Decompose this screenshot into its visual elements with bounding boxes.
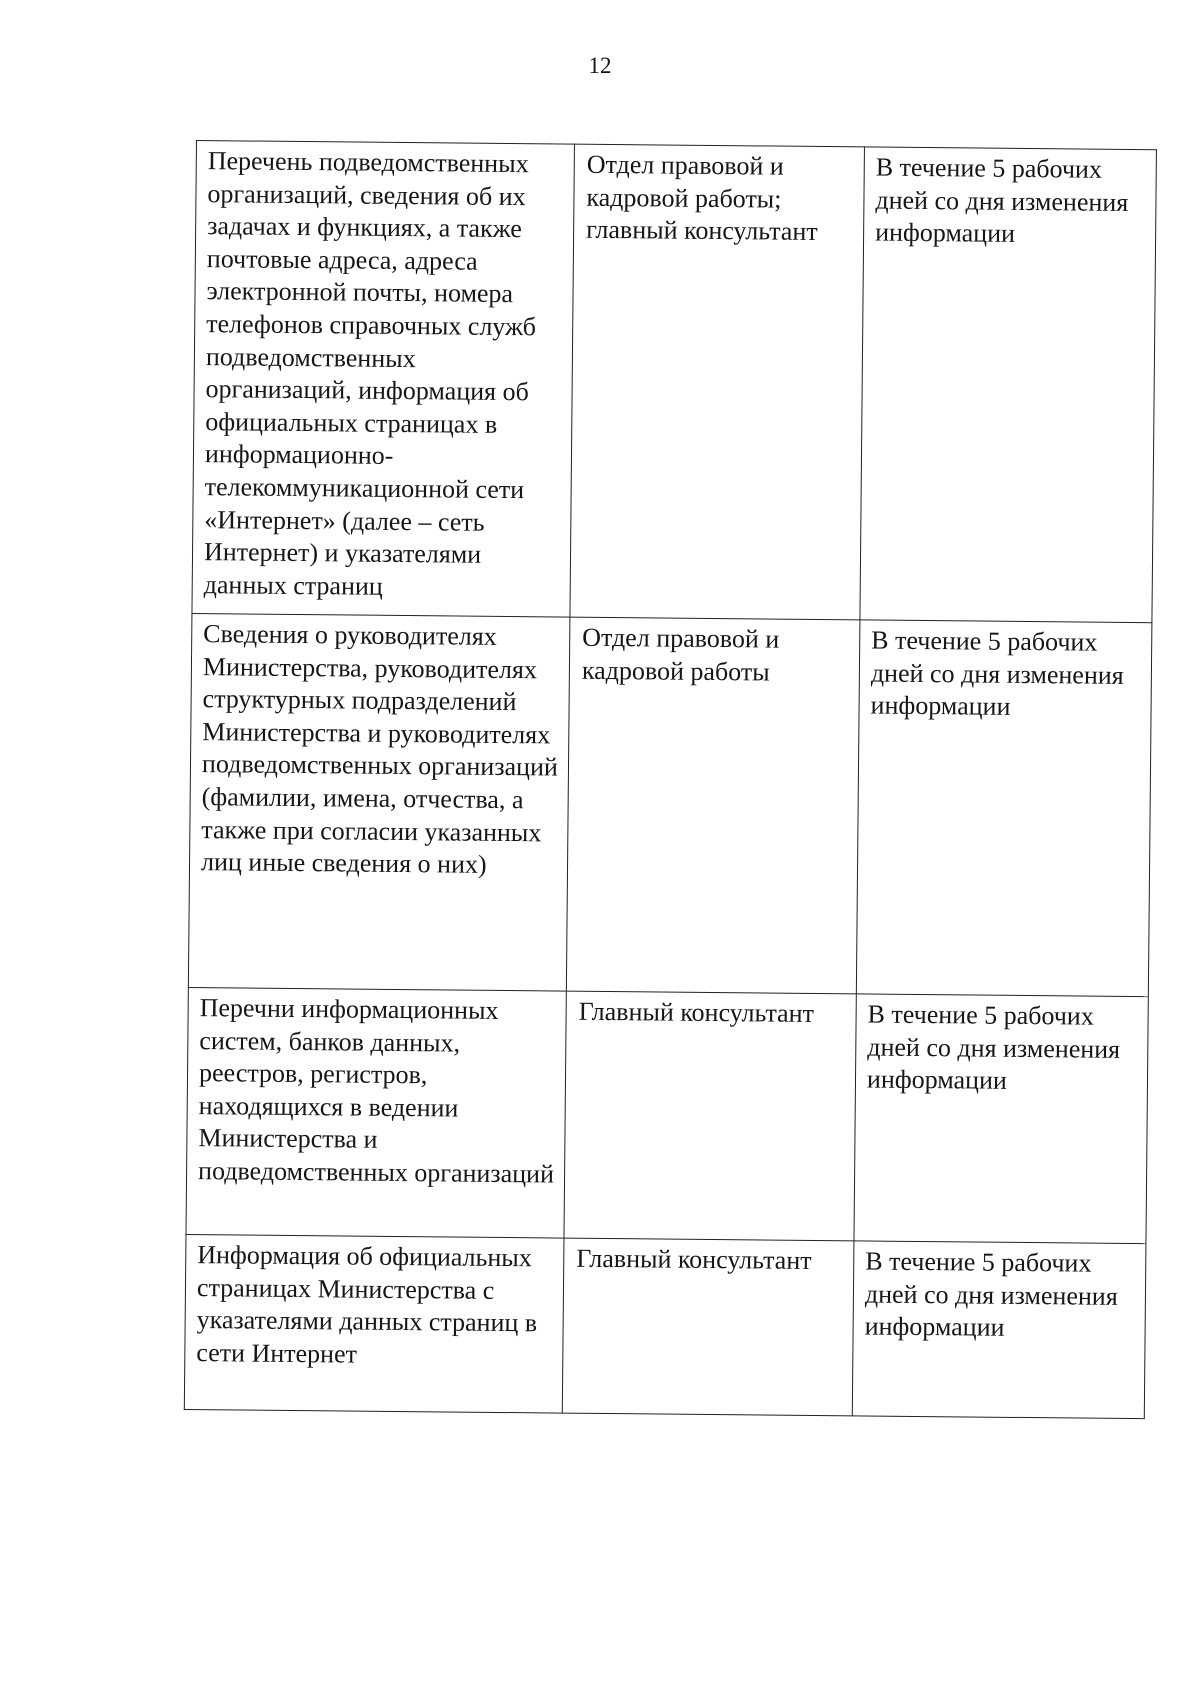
page-number: 12 bbox=[588, 53, 612, 78]
responsible-cell: Главный консультант bbox=[564, 991, 856, 1241]
table-row bbox=[184, 1234, 1146, 1418]
info-cell: Сведения о руководителях Министерства, руководителях структурных подразделений Министерства и руководителях подведомственных организаций (фамилии, имена, отчества, а также при согласии указанных лиц иные сведения о них) bbox=[188, 613, 570, 991]
info-cell: Перечни информационных систем, банков данных, реестров, регистров, находящихся в ведении Министерства и подведомственных организаций bbox=[186, 987, 566, 1238]
table-row bbox=[188, 613, 1152, 996]
info-cell: Информация об официальных страницах Министерства с указателями данных страниц в сети Интернет bbox=[184, 1234, 564, 1413]
deadline-cell: В течение 5 рабочих дней со дня изменения информации bbox=[852, 1241, 1146, 1419]
responsible-cell: Отдел правовой и кадровой работы bbox=[566, 617, 860, 994]
table-row bbox=[186, 987, 1148, 1243]
deadline-cell: В течение 5 рабочих дней со дня изменения информации bbox=[854, 994, 1148, 1244]
deadline-cell: В течение 5 рабочих дней со дня изменения информации bbox=[856, 620, 1152, 997]
info-cell: Перечень подведомственных организаций, сведения об их задачах и функциях, а также почтовые адреса, адреса электронной почты, номера телефонов справочных служб подведомственных организаций, информация об официальных страницах в информационно-телекоммуникационной сети «Интернет» (далее – сеть Интернет) и указателями данных страниц bbox=[192, 141, 575, 618]
responsibility-table bbox=[184, 140, 1157, 1419]
table-row bbox=[192, 141, 1156, 623]
responsible-cell: Главный консультант bbox=[562, 1238, 854, 1416]
deadline-cell: В течение 5 рабочих дней со дня изменения информации bbox=[860, 147, 1157, 623]
responsible-cell: Отдел правовой и кадровой работы; главный консультант bbox=[570, 144, 865, 620]
